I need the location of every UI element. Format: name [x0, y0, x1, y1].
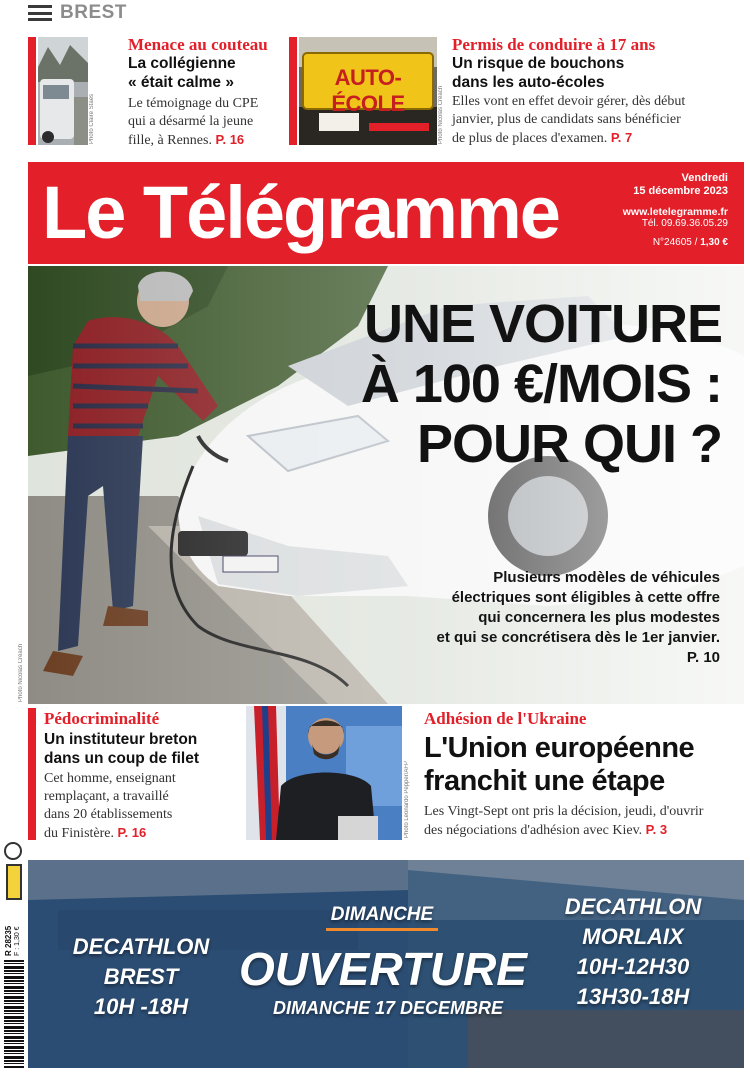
masthead: [28, 162, 744, 264]
newspaper-logo[interactable]: Le Télégramme: [42, 171, 559, 254]
masthead-website[interactable]: www.letelegramme.fr: [622, 206, 728, 218]
bottom-right-article[interactable]: [424, 709, 744, 840]
hero-story[interactable]: [18, 266, 744, 704]
teaser-2[interactable]: [452, 35, 742, 148]
ad-center-sub: DIMANCHE 17 DECEMBRE: [272, 998, 504, 1018]
ad-center-main: OUVERTURE: [239, 943, 527, 995]
bottom-left-article[interactable]: [44, 709, 236, 843]
teaser-1-headline-line-1: La collégienne: [128, 55, 236, 72]
teaser-1-kicker: Menace au couteau: [128, 35, 268, 54]
barcode: [4, 906, 24, 1068]
hero-deck-line-2: électriques sont éligibles à cette offre: [451, 589, 720, 606]
barcode-code: R 28235: [4, 925, 13, 956]
teaser-1-redbar: [28, 37, 36, 145]
decathlon-ad[interactable]: [28, 860, 744, 1068]
teaser-1-photo-credit: Photo Claire Staes: [89, 93, 95, 144]
ad-left-block: [66, 932, 216, 1022]
teaser-2-body-text: de plus de places d'examen.: [452, 131, 608, 146]
hero-deck-line-4: et qui se concrétisera dès le 1er janvier.: [436, 629, 720, 646]
bottom-left-body-line-4: [44, 824, 236, 843]
teaser-2-headline-line-2: dans les auto-écoles: [452, 74, 605, 91]
barcode-stripes: [4, 960, 24, 1068]
masthead-price: 1,30 €: [700, 237, 728, 248]
bottom-right-page-ref[interactable]: P. 3: [645, 822, 668, 837]
teaser-2-kicker: Permis de conduire à 17 ans: [452, 35, 656, 54]
ad-left-line-3: 10H -18H: [93, 994, 189, 1019]
edition-label: BREST: [60, 2, 127, 23]
bottom-left-page-ref[interactable]: P. 16: [117, 825, 147, 840]
bottom-left-headline-line-1: Un instituteur breton: [44, 731, 198, 748]
bottom-right-photo[interactable]: [246, 706, 402, 840]
ad-right-line-2: MORLAIX: [582, 924, 684, 949]
teaser-2-body-line-1: Elles vont en effet devoir gérer, dès début: [452, 94, 686, 109]
ad-right-line-1: DECATHLON: [564, 894, 702, 919]
hero-deck-line-1: Plusieurs modèles de véhicules: [493, 569, 720, 586]
bottom-right-headline-line-1: L'Union européenne: [424, 732, 695, 764]
barcode-price: F : 1,30 €: [14, 926, 21, 956]
bottom-left-body-line-1: Cet homme, enseignant: [44, 771, 176, 786]
hero-photo-credit: Photo Nicolas Créach: [18, 643, 24, 702]
ad-right-block: [548, 892, 718, 1012]
hero-title-line-1: UNE VOITURE: [363, 294, 722, 354]
ad-left-line-2: BREST: [103, 964, 179, 989]
bottom-right-headline-line-2: franchit une étape: [424, 765, 665, 797]
teaser-1-body-text: fille, à Rennes.: [128, 133, 212, 148]
hero-page-ref[interactable]: P. 10: [686, 649, 720, 666]
masthead-issue: N°24605: [652, 237, 692, 248]
teaser-1-photo-image: [38, 37, 88, 145]
ad-center-kicker: DIMANCHE: [330, 904, 434, 925]
teaser-2-body-line-3: [452, 129, 742, 148]
certification-icon: [6, 864, 22, 900]
teaser-1-headline-line-2: « était calme »: [128, 74, 234, 91]
masthead-day: Vendredi: [681, 172, 728, 184]
teaser-1-photo[interactable]: [38, 37, 88, 145]
bottom-left-headline-line-2: dans un coup de filet: [44, 750, 200, 767]
teaser-2-headline-line-1: Un risque de bouchons: [452, 55, 625, 72]
recycle-icon: [4, 842, 22, 860]
bottom-left-kicker: Pédocriminalité: [44, 709, 160, 728]
hero-deck-line-3: qui concernera les plus modestes: [478, 609, 720, 626]
edition-bar: [28, 2, 127, 24]
teaser-2-redbar: [289, 37, 297, 145]
ad-left-line-1: DECATHLON: [72, 934, 210, 959]
barcode-text: [4, 906, 14, 956]
hero-title: [361, 294, 722, 474]
bottom-right-photo-image: [246, 706, 402, 840]
teaser-1-body-line-2: qui a désarmé la jeune: [128, 114, 254, 129]
teaser-1[interactable]: [128, 35, 278, 150]
masthead-info: [623, 172, 728, 248]
teaser-2-photo[interactable]: [299, 37, 437, 145]
bottom-right-body-line-2: [424, 821, 744, 840]
bottom-right-photo-credit: Photo Leonardo Pepper/AFP: [404, 760, 410, 838]
teaser-2-body-line-2: janvier, plus de candidats sans bénéficier: [452, 112, 681, 127]
teaser-1-body-line-1: Le témoignage du CPE: [128, 96, 259, 111]
masthead-phone: Tél. 09.69.36.05.29: [641, 218, 728, 229]
teaser-1-page-ref[interactable]: P. 16: [215, 132, 245, 147]
ad-right-line-3: 10H-12H30: [576, 954, 690, 979]
masthead-date: 15 décembre 2023: [633, 185, 728, 197]
bottom-right-body-line-1: Les Vingt-Sept ont pris la décision, jeudi, d'ouvrir: [424, 804, 704, 819]
barcode-price-text: [14, 906, 24, 956]
teaser-2-sign-text: AUTO-ÉCOLE: [331, 65, 405, 116]
hero-title-line-2: À 100 €/MOIS :: [360, 354, 722, 414]
teaser-2-photo-credit: Photo Nicolas Créach: [438, 85, 444, 144]
bottom-left-redbar: [28, 708, 36, 840]
masthead-issue-price: N°24605 / 1,30 €: [652, 237, 728, 248]
hero-deck: [437, 568, 720, 668]
teaser-1-body-line-3: [128, 131, 278, 150]
bottom-right-kicker: Adhésion de l'Ukraine: [424, 709, 587, 728]
teaser-2-page-ref[interactable]: P. 7: [610, 130, 633, 145]
bottom-right-body-text: des négociations d'adhésion avec Kiev.: [424, 823, 643, 838]
ad-right-line-4: 13H30-18H: [576, 984, 690, 1009]
hero-title-line-3: POUR QUI ?: [416, 414, 722, 474]
bottom-left-body-text: du Finistère.: [44, 826, 114, 841]
menu-icon[interactable]: [28, 5, 52, 21]
bottom-left-body-line-2: remplaçant, a travaillé: [44, 789, 169, 804]
bottom-left-body-line-3: dans 20 établissements: [44, 807, 173, 822]
